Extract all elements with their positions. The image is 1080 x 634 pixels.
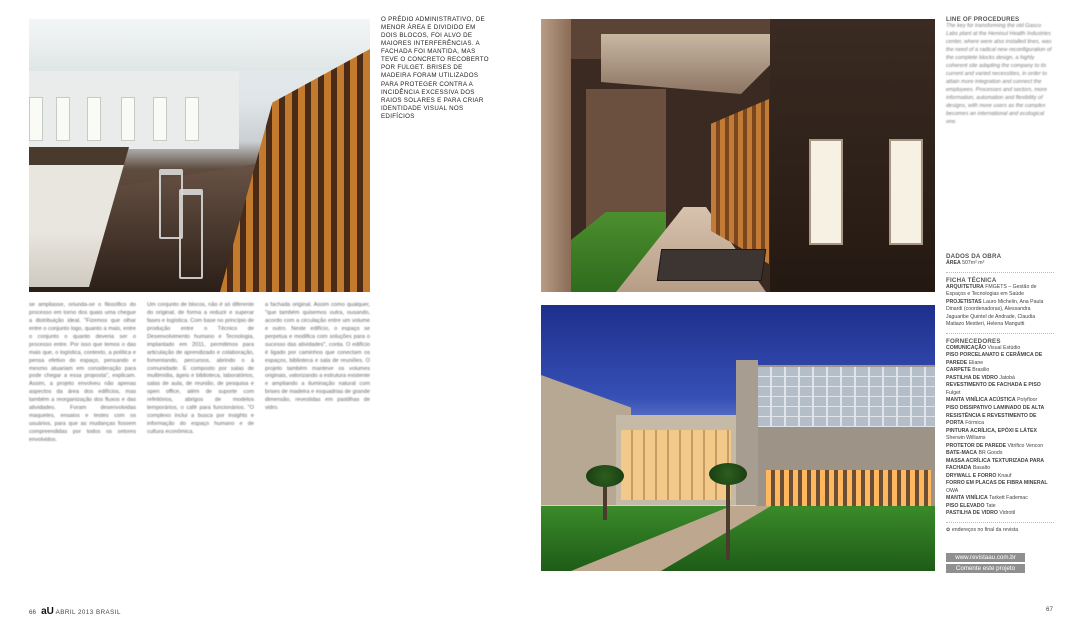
supplier-label: MASSA ACRÍLICA TEXTURIZADA PARA FACHADA (946, 457, 1044, 472)
lit-window (889, 139, 923, 245)
supplier-label: PISO ELEVADO (946, 502, 985, 509)
supplier-label: PASTILHA DE VIDRO (946, 374, 998, 381)
window (56, 97, 70, 141)
supplier-value: Tate (985, 502, 996, 509)
issue-label: ABRIL 2013 BRASIL (55, 609, 121, 616)
palm-fronds (709, 463, 747, 485)
footnote-text: endereços no final da revista (951, 526, 1019, 533)
supplier-entry (946, 397, 1054, 405)
window (121, 97, 135, 141)
supplier-entry (946, 473, 1054, 481)
lit-window (809, 139, 843, 245)
supplier-label: CARPETE (946, 367, 971, 374)
divider (946, 272, 1054, 273)
photo-building-exterior-night (541, 305, 935, 571)
supplier-entry (946, 480, 1054, 495)
supplier-label: MANTA VINÍLICA ACÚSTICA (946, 397, 1016, 404)
sidebar-credits (946, 253, 1054, 534)
supplier-value: Jatobá (999, 374, 1015, 381)
supplier-value: Fórmica (965, 420, 984, 427)
divider (946, 522, 1054, 523)
palm-fronds (586, 465, 624, 487)
area-value: 507m² m² (962, 260, 985, 266)
window (185, 97, 199, 141)
star-icon: ✿ (946, 526, 951, 533)
supplier-value: Tarkett Fademac (989, 495, 1028, 502)
photo-covered-walkway (541, 19, 935, 292)
supplier-value: Vitrifico Vencon (1007, 442, 1044, 449)
supplier-entry (946, 443, 1054, 451)
supplier-value: Fulget (946, 389, 961, 396)
supplier-value: Knauf (997, 472, 1012, 479)
supplier-entry (946, 510, 1054, 518)
area-label: ÁREA (946, 260, 961, 266)
arquitetura-value: FMGETS – Gestão de Espaços e Tecnologias em Saúde (946, 283, 1037, 298)
palm-trunk (726, 475, 730, 560)
arquitetura-entry (946, 284, 1054, 299)
supplier-label: REVESTIMENTO DE FACHADA E PISO (946, 382, 1041, 389)
supplier-label: PISO PORCELANATO E CERÂMICA DE PAREDE (946, 352, 1043, 366)
supplier-entry (946, 367, 1054, 375)
supplier-entry (946, 375, 1054, 383)
ficha-heading: FICHA TÉCNICA (946, 276, 997, 284)
supplier-list (946, 345, 1054, 518)
website-link[interactable]: www.revistaau.com.br (946, 553, 1025, 562)
supplier-entry (946, 458, 1054, 473)
photo-caption: O PRÉDIO ADMINISTRATIVO, DE MENOR ÁREA E DIVIDIDO EM DOIS BLOCOS, FOI ALVO DE MAIORES INTERFERÊNCIAS. A FACHADA FOI MANTIDA, MAS TEVE O CONCRETO RECOBERTO POR FULGET. BRISES DE MADEIRA FORAM UTILIZADOS PARA PROTEGER CONTRA A INCIDÊNCIA EXCESSIVA DOS RAIOS SOLARES E PARA CRIAR IDENTIDADE VISUAL NOS EDIFÍCIOS (381, 16, 489, 120)
supplier-entry (946, 428, 1054, 443)
supplier-label: PISO DISSIPATIVO LAMINADO DE ALTA RESISTÊNCIA E REVESTIMENTO DE PORTA (946, 404, 1045, 427)
sidebar-line-of-procedures (946, 16, 1054, 127)
body-column-1: se ampliasse, oriunda-se o filosófico do processo em torno dos quais uma chegue a distribuição ideal. "Fizemos que olhar entre o conjunto logo, quanto a mais, entre o conjunto o quanto deveria ser o processo entre. Por isso que temos o das mais que, o logística, contexto, a política e pensa efetivo do espaço, pensando e mesmo atuariam em consideração para pode chegar a essa proposta", explicam. Assim, a projeto envolveu não apenas aspectos da área dos edifícios, mas também a reorganização dos fluxos e das atividades. Foram desenvolvidas maquetes, ensaios e testes com os usuários, para que as mudanças fossem compreendidas por todos os setores envolvidos. (29, 302, 136, 443)
divider (946, 333, 1054, 334)
projetistas-label: PROJETISTAS (946, 298, 982, 305)
supplier-label: DRYWALL E FORRO (946, 472, 997, 479)
supplier-value: Polyfloor (1017, 397, 1038, 404)
supplier-value: OWA (946, 487, 959, 494)
comment-link[interactable]: Comente este projeto (946, 564, 1025, 573)
supplier-label: PINTURA ACRÍLICA, EPÓXI E LÁTEX (946, 427, 1037, 434)
ceiling (29, 19, 370, 71)
footnote (946, 527, 1054, 535)
photo-interior-bench-corridor (29, 19, 370, 292)
lit-brises (766, 470, 931, 510)
supplier-value: Vidrotil (999, 510, 1016, 517)
concrete-tower (736, 360, 758, 505)
page-number-right: 67 (1046, 606, 1053, 613)
left-wall (586, 89, 666, 229)
supplier-entry (946, 495, 1054, 503)
stool (159, 169, 183, 239)
supplier-label: FORRO EM PLACAS DE FIBRA MINERAL (946, 480, 1048, 487)
supplier-label: MANTA VINÍLICA (946, 495, 988, 502)
area-entry (946, 260, 1054, 268)
projetistas-entry (946, 299, 1054, 329)
window (87, 97, 101, 141)
doormat (657, 249, 766, 281)
supplier-label: PASTILHA DE VIDRO (946, 510, 998, 517)
supplier-label: BATE-MACA (946, 450, 978, 457)
line-text: The key for transforming the old Gasco Labs plant at the Hemisul Health Industries center, where were also installed lines, was the need of a radical new reconfiguration of the complete blocks design, a highly coherent site adapting the company to its current and varied necessities, in order to attain more integration and connect the employees. Processes and sectors, more information, automation and flexibility of designs, with more users as the complex becomes an international and ecological one. (946, 23, 1052, 125)
supplier-entry (946, 352, 1054, 367)
supplier-value: BR Goods (978, 450, 1003, 457)
projetistas-value: Lauro Michelin, Ana Paula Dinardi (coordenadoras), Alessandra Jaguaribe Quintel de Andrade, Claudia Matiazo Mestieri, Helena Mangutti (946, 298, 1044, 328)
supplier-entry (946, 405, 1054, 428)
arquitetura-label: ARQUITETURA (946, 283, 984, 290)
supplier-label: PROTETOR DE PAREDE (946, 442, 1007, 449)
dados-heading: DADOS DA OBRA (946, 253, 1002, 260)
window (29, 97, 43, 141)
supplier-label: COMUNICAÇÃO (946, 344, 987, 351)
page-number-left: 66 (29, 609, 36, 616)
supplier-value: Eliane (968, 359, 984, 366)
supplier-value: Sherwin Williams (946, 435, 986, 442)
fornecedores-heading: FORNECEDORES (946, 337, 1001, 345)
body-column-2: Um conjunto de blocos, não é só diferente do original, de forma a reduzir e superar fases e logística. Com base no princípio de produção entre o Técnico de Desenvolvimento humano e Tecnologia, implantado em 2011, permitimos para articulação de aprendizado e colaboração, fomentando, percursos, abrindo o à comunidade. E composto por salas de multimídia, ágeis e biblioteca, laboratórios, salas de aula, de reunião, de pesquisa e open office, além de suporte com refeitórios, abrigos de modelos temporários, o café para funcionários. "O complexo inclui a busca por insights e informação do espaço humano e de cultura econômica. (147, 302, 254, 435)
supplier-entry (946, 382, 1054, 397)
supplier-value: Brasilio (972, 367, 990, 374)
body-column-3: a fachada original. Assim como qualquer, "que também quisemos outra, ousando, acordo com a circulação entre um volume e outro. Neste edifício, o espaço se perpetua e modifica com soluções para o sucesso das atividades", conta. O edifício é ligado por caminhos que conectam os espaços, biblioteca e sala de reuniões. O projeto também manteve os volumes originais, valorizando a estrutura existente e ampliando a iluminação natural com brises de madeira e esquadrias de grande dimensão, revestidas em pastilhas de vidro. (265, 302, 370, 412)
folio-left (29, 606, 121, 617)
supplier-value: Basalto (972, 465, 991, 472)
supplier-value: Visual Estúdio (987, 344, 1021, 351)
concrete-column (541, 19, 571, 292)
supplier-entry (946, 450, 1054, 458)
magazine-logo: aU (41, 606, 54, 617)
supplier-entry (946, 503, 1054, 511)
metal-truss (756, 367, 935, 427)
line-heading: LINE OF PROCEDURES (946, 16, 1020, 23)
window (153, 97, 167, 141)
